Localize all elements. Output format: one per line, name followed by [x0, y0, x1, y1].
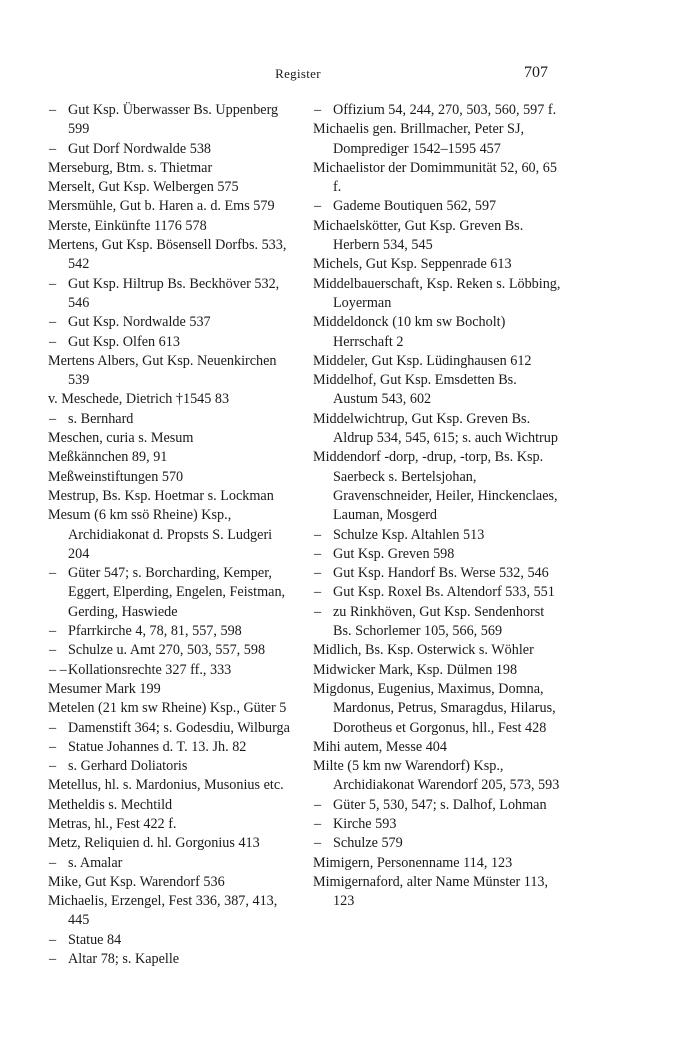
index-subentry: – Gut Dorf Nordwalde 538 — [48, 140, 294, 159]
index-entry: Mestrup, Bs. Ksp. Hoetmar s. Lockman — [48, 487, 274, 504]
index-entry: Metz, Reliquien d. hl. Gorgonius 413 — [48, 835, 260, 852]
index-entry: Michaelis gen. Brillmacher, Peter SJ, Domprediger 1542–1595 457 — [313, 121, 525, 157]
index-entry: Michaelskötter, Gut Ksp. Greven Bs. Herbern 534, 545 — [313, 217, 524, 254]
index-entry: Metras, hl., Fest 422 f. — [48, 815, 177, 832]
index-subentry: – Gut Ksp. Handorf Bs. Werse 532, 546 — [313, 564, 561, 583]
index-subentry: – s. Bernhard — [48, 410, 294, 429]
index-entry: Mersmühle, Gut b. Haren a. d. Ems 579 — [48, 198, 275, 215]
index-subentry: – Gut Ksp. Greven 598 — [313, 545, 561, 564]
index-column-left — [48, 101, 294, 969]
index-subentry: – Gut Ksp. Olfen 613 — [48, 333, 294, 352]
index-entry: Migdonus, Eugenius, Maximus, Domna, Mardonus, Petrus, Smaragdus, Hilarus, Dorotheus et Gorgonus, hll., Fest 428 — [313, 680, 556, 736]
index-entry: Meschen, curia s. Mesum — [48, 430, 194, 447]
running-header — [48, 64, 548, 88]
index-subentry: – Gut Ksp. Nordwalde 537 — [48, 313, 294, 332]
index-subentry: – – Kollationsrechte 327 ff., 333 — [48, 661, 294, 680]
index-subentry: – Altar 78; s. Kapelle — [48, 950, 294, 969]
index-entry: Middelhof, Gut Ksp. Emsdetten Bs. Austum 543, 602 — [313, 372, 517, 408]
index-entry: Mesumer Mark 199 — [48, 680, 161, 697]
index-entry: Merselt, Gut Ksp. Welbergen 575 — [48, 179, 239, 196]
index-entry: Meßkännchen 89, 91 — [48, 449, 168, 466]
index-entry: Mesum (6 km ssö Rheine) Ksp., Archidiakonat d. Propsts S. Ludgeri 204 — [48, 507, 273, 562]
index-entry: Meßweinstiftungen 570 — [48, 468, 184, 485]
index-entry: Midwicker Mark, Ksp. Dülmen 198 — [313, 661, 518, 678]
index-entry: Middeldonck (10 km sw Bocholt) Herrschaft 2 — [313, 314, 506, 350]
index-subentry: – Offizium 54, 244, 270, 503, 560, 597 f. — [313, 101, 561, 120]
index-subentry: – Gut Ksp. Hiltrup Bs. Beckhöver 532, 546 — [48, 275, 294, 314]
index-entry: Metellus, hl. s. Mardonius, Musonius etc. — [48, 777, 284, 794]
index-entry: Merste, Einkünfte 1176 578 — [48, 217, 207, 234]
index-entry: Mike, Gut Ksp. Warendorf 536 — [48, 873, 225, 890]
index-entry: Mertens, Gut Ksp. Bösensell Dorfbs. 533, 542 — [48, 237, 287, 273]
index-entry: Milte (5 km nw Warendorf) Ksp., Archidiakonat Warendorf 205, 573, 593 — [313, 758, 560, 794]
index-subentry: – Statue 84 — [48, 931, 294, 950]
page-number: 707 — [524, 64, 548, 81]
index-column-right — [313, 101, 561, 911]
index-entry: Middendorf -dorp, -drup, -torp, Bs. Ksp. Saerbeck s. Bertelsjohan, Gravenschneider, Heiler, Hinckenclaes, Lauman, Mosgerd — [313, 449, 558, 524]
index-entry: Mimigern, Personenname 114, 123 — [313, 854, 513, 871]
index-entry: Mimigernaford, alter Name Münster 113, 123 — [313, 873, 549, 910]
index-subentry: – s. Gerhard Doliatoris — [48, 757, 294, 776]
index-entry: Michaelis, Erzengel, Fest 336, 387, 413, 445 — [48, 893, 278, 929]
index-subentry: – Schulze 579 — [313, 834, 561, 853]
index-subentry: – Statue Johannes d. T. 13. Jh. 82 — [48, 738, 294, 757]
index-subentry: – Gut Ksp. Roxel Bs. Altendorf 533, 551 — [313, 583, 561, 602]
index-entry: Mihi autem, Messe 404 — [313, 738, 447, 755]
index-subentry: – Güter 547; s. Borcharding, Kemper, Eggert, Elperding, Engelen, Feistman, Gerding, Haswiede — [48, 564, 294, 622]
index-subentry: – Schulze Ksp. Altahlen 513 — [313, 526, 561, 545]
index-entry: Middelwichtrup, Gut Ksp. Greven Bs. Aldrup 534, 545, 615; s. auch Wichtrup — [313, 410, 558, 447]
index-subentry: – Damenstift 364; s. Godesdiu, Wilburga — [48, 719, 294, 738]
index-subentry: – Kirche 593 — [313, 815, 561, 834]
index-subentry: – s. Amalar — [48, 854, 294, 873]
index-entry: Mertens Albers, Gut Ksp. Neuenkirchen 539 — [48, 352, 277, 389]
index-entry: v. Meschede, Dietrich †1545 83 — [48, 391, 230, 408]
index-entry: Middelbauerschaft, Ksp. Reken s. Löbbing, Loyerman — [313, 275, 561, 311]
index-entry: Metheldis s. Mechtild — [48, 796, 173, 813]
index-entry: Merseburg, Btm. s. Thietmar — [48, 159, 213, 176]
index-entry: Michels, Gut Ksp. Seppenrade 613 — [313, 256, 512, 273]
index-subentry: – zu Rinkhöven, Gut Ksp. Sendenhorst Bs. Schorlemer 105, 566, 569 — [313, 603, 561, 642]
index-entry: Middeler, Gut Ksp. Lüdinghausen 612 — [313, 352, 532, 369]
index-subentry: – Güter 5, 530, 547; s. Dalhof, Lohman — [313, 796, 561, 815]
index-entry: Michaelistor der Domimmunität 52, 60, 65 f. — [313, 159, 557, 196]
index-subentry: – Pfarrkirche 4, 78, 81, 557, 598 — [48, 622, 294, 641]
index-subentry: – Schulze u. Amt 270, 503, 557, 598 — [48, 641, 294, 660]
index-entry: Midlich, Bs. Ksp. Osterwick s. Wöhler — [313, 642, 534, 659]
index-subentry: – Gut Ksp. Überwasser Bs. Uppenberg 599 — [48, 101, 294, 140]
running-title: Register — [275, 66, 321, 81]
index-subentry: – Gademe Boutiquen 562, 597 — [313, 197, 561, 216]
index-entry: Metelen (21 km sw Rheine) Ksp., Güter 5 — [48, 700, 287, 717]
